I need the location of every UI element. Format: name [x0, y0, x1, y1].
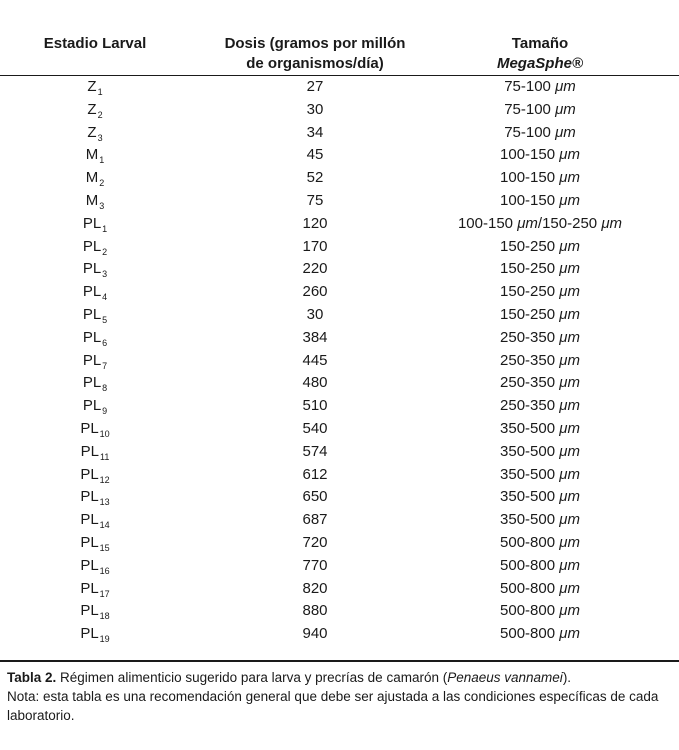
size-cell	[440, 328, 640, 348]
caption-label: Tabla 2.	[7, 670, 57, 685]
header-size-line2: MegaSphe®	[496, 55, 584, 72]
table-row	[0, 419, 679, 442]
table-row	[0, 556, 679, 579]
stage-cell	[0, 145, 190, 165]
stage-name: PL	[80, 625, 99, 643]
stage-subscript: 3	[97, 132, 103, 143]
header-dose-line1: Dosis (gramos por millón	[224, 35, 406, 52]
size-unit: μm	[559, 237, 580, 255]
stage-cell	[0, 214, 190, 234]
size-value: 75-100	[504, 100, 551, 118]
size-value: 75-100	[504, 123, 551, 141]
stage-subscript: 4	[102, 292, 108, 303]
size-cell	[440, 282, 640, 302]
dose-cell: 260	[302, 283, 328, 301]
stage-subscript: 18	[99, 611, 110, 622]
stage-subscript: 5	[102, 314, 108, 325]
size-value: 500-800	[500, 602, 556, 620]
stage-cell	[0, 100, 190, 120]
size-unit: μm	[559, 260, 580, 278]
table-row	[0, 396, 679, 419]
stage-subscript: 2	[99, 178, 105, 189]
table-row	[0, 487, 679, 510]
stage-subscript: 8	[102, 383, 108, 394]
dose-cell: 384	[302, 328, 328, 346]
dose-cell: 445	[302, 351, 328, 369]
table-row	[0, 145, 679, 168]
size-cell	[440, 601, 640, 621]
size-value: 350-500	[500, 488, 556, 506]
stage-cell	[0, 556, 190, 576]
table-row	[0, 351, 679, 374]
size-cell	[440, 419, 640, 439]
dose-cell: 880	[302, 602, 328, 620]
header-dose	[190, 34, 440, 74]
size-unit: μm	[559, 602, 580, 620]
size-cell	[440, 77, 640, 97]
stage-name: PL	[80, 511, 99, 529]
size-value: 150-250	[500, 237, 556, 255]
stage-name: PL	[80, 442, 99, 460]
dose-cell: 34	[306, 123, 324, 141]
size-unit: μm	[559, 397, 580, 415]
table-caption	[7, 668, 672, 725]
table-row	[0, 305, 679, 328]
size-unit: μm	[559, 419, 580, 437]
size-cell	[440, 624, 640, 644]
size-cell	[440, 305, 640, 325]
size-value: 500-800	[500, 533, 556, 551]
header-stage-label: Estadio Larval	[43, 35, 147, 52]
stage-subscript: 2	[102, 246, 108, 257]
stage-name: M	[85, 191, 99, 209]
dose-cell: 510	[302, 397, 328, 415]
header-stage	[0, 34, 190, 54]
table-top-rule	[0, 75, 679, 76]
table-row	[0, 191, 679, 214]
size-unit: μm	[559, 625, 580, 643]
size-unit: μm	[559, 283, 580, 301]
size-value: 150-250	[500, 283, 556, 301]
dose-cell: 612	[302, 465, 328, 483]
size-cell	[440, 373, 640, 393]
size-cell	[440, 396, 640, 416]
size-unit: μm	[559, 442, 580, 460]
stage-subscript: 11	[100, 451, 110, 462]
table-row	[0, 442, 679, 465]
dose-cell: 820	[302, 579, 328, 597]
size-cell	[440, 510, 640, 530]
size-unit: μm	[559, 374, 580, 392]
stage-cell	[0, 305, 190, 325]
stage-cell	[0, 624, 190, 644]
size-cell	[440, 191, 640, 211]
size-value: /150-250	[537, 214, 598, 232]
size-unit: μm	[517, 214, 538, 232]
stage-subscript: 3	[99, 200, 105, 211]
stage-subscript: 6	[102, 337, 108, 348]
header-size	[440, 34, 640, 74]
stage-name: PL	[82, 305, 102, 323]
table-row	[0, 214, 679, 237]
table-row	[0, 168, 679, 191]
stage-subscript: 16	[99, 565, 110, 576]
size-cell	[440, 351, 640, 371]
size-cell	[440, 442, 640, 462]
stage-subscript: 15	[99, 542, 110, 553]
stage-name: PL	[82, 328, 102, 346]
table-row	[0, 237, 679, 260]
caption-note: Nota: esta tabla es una recomendación general que debe ser ajustada a las condiciones específicas de cada laboratorio.	[7, 689, 659, 723]
size-value: 100-150	[500, 169, 556, 187]
table-header	[0, 34, 679, 74]
stage-name: PL	[80, 556, 99, 574]
dose-cell: 540	[302, 419, 328, 437]
table-row	[0, 579, 679, 602]
table-row	[0, 373, 679, 396]
stage-cell	[0, 259, 190, 279]
size-value: 500-800	[500, 625, 556, 643]
size-value: 250-350	[500, 397, 556, 415]
stage-cell	[0, 373, 190, 393]
table-row	[0, 328, 679, 351]
stage-name: PL	[80, 419, 99, 437]
stage-subscript: 12	[99, 474, 110, 485]
size-unit: μm	[559, 533, 580, 551]
stage-cell	[0, 282, 190, 302]
stage-name: M	[85, 146, 99, 164]
table-body	[0, 77, 679, 647]
stage-cell	[0, 328, 190, 348]
size-value: 500-800	[500, 556, 556, 574]
dose-cell: 687	[302, 511, 328, 529]
stage-name: PL	[82, 260, 102, 278]
size-cell	[440, 168, 640, 188]
table-row	[0, 510, 679, 533]
stage-name: M	[85, 169, 99, 187]
stage-name: PL	[80, 533, 99, 551]
table-row	[0, 77, 679, 100]
dose-cell: 27	[306, 78, 324, 95]
dose-cell: 120	[302, 214, 328, 232]
stage-cell	[0, 579, 190, 599]
table-bottom-rule	[0, 660, 679, 662]
dose-cell: 720	[302, 533, 328, 551]
size-cell	[440, 556, 640, 576]
stage-subscript: 14	[99, 520, 110, 531]
stage-name: PL	[80, 579, 99, 597]
size-unit: μm	[559, 556, 580, 574]
dose-cell: 170	[302, 237, 328, 255]
size-value: 75-100	[504, 78, 551, 95]
stage-subscript: 13	[99, 497, 110, 508]
size-unit: μm	[601, 214, 623, 232]
dose-cell: 75	[306, 191, 324, 209]
table-row	[0, 259, 679, 282]
size-unit: μm	[559, 488, 580, 506]
stage-cell	[0, 123, 190, 143]
stage-cell	[0, 168, 190, 188]
size-value: 100-150	[500, 191, 556, 209]
stage-name: Z	[87, 123, 97, 141]
stage-cell	[0, 533, 190, 553]
size-value: 100-150	[457, 214, 514, 232]
size-unit: μm	[559, 169, 580, 187]
stage-subscript: 9	[102, 406, 108, 417]
size-unit: μm	[559, 465, 580, 483]
stage-subscript: 1	[102, 223, 108, 234]
dose-cell: 650	[302, 488, 328, 506]
size-cell	[440, 123, 640, 143]
size-cell	[440, 145, 640, 165]
size-unit: μm	[559, 351, 580, 369]
size-value: 350-500	[500, 442, 556, 460]
stage-subscript: 1	[99, 155, 105, 166]
size-cell	[440, 579, 640, 599]
stage-subscript: 2	[97, 109, 103, 120]
dose-cell: 480	[302, 374, 328, 392]
size-unit: μm	[555, 78, 576, 95]
stage-name: Z	[87, 100, 97, 118]
size-cell	[440, 237, 640, 257]
size-cell	[440, 533, 640, 553]
dose-cell: 940	[302, 625, 328, 643]
table-row	[0, 123, 679, 146]
stage-cell	[0, 77, 190, 97]
table-row	[0, 533, 679, 556]
stage-cell	[0, 601, 190, 621]
stage-cell	[0, 419, 190, 439]
dose-cell: 30	[306, 305, 324, 323]
stage-cell	[0, 237, 190, 257]
stage-cell	[0, 487, 190, 507]
caption-species: Penaeus vannamei	[447, 670, 563, 685]
header-dose-line2: de organismos/día)	[246, 55, 384, 72]
caption-text-after: ).	[562, 670, 572, 685]
stage-name: PL	[80, 465, 99, 483]
stage-name: PL	[82, 351, 102, 369]
stage-name: PL	[82, 237, 102, 255]
size-value: 350-500	[500, 419, 556, 437]
size-cell	[440, 100, 640, 120]
stage-subscript: 1	[97, 87, 103, 97]
stage-name: PL	[80, 602, 99, 620]
size-unit: μm	[555, 123, 576, 141]
dose-cell: 574	[302, 442, 328, 460]
size-value: 100-150	[500, 146, 556, 164]
size-unit: μm	[559, 146, 580, 164]
size-unit: μm	[559, 579, 580, 597]
stage-cell	[0, 510, 190, 530]
stage-subscript: 17	[99, 588, 110, 599]
size-value: 500-800	[500, 579, 556, 597]
stage-name: PL	[82, 214, 102, 232]
stage-cell	[0, 351, 190, 371]
size-value: 250-350	[500, 374, 556, 392]
size-unit: μm	[555, 100, 576, 118]
table-row	[0, 601, 679, 624]
header-size-line1: Tamaño	[511, 35, 569, 52]
dose-cell: 30	[306, 100, 324, 118]
size-cell	[440, 214, 640, 234]
stage-cell	[0, 442, 190, 462]
size-unit: μm	[559, 191, 580, 209]
size-value: 250-350	[500, 351, 556, 369]
table-row	[0, 465, 679, 488]
stage-subscript: 7	[102, 360, 108, 371]
size-value: 150-250	[500, 260, 556, 278]
table-row	[0, 624, 679, 647]
stage-cell	[0, 191, 190, 211]
size-unit: μm	[559, 305, 580, 323]
table-row	[0, 100, 679, 123]
stage-subscript: 10	[99, 428, 110, 439]
stage-subscript: 19	[99, 634, 110, 645]
size-cell	[440, 487, 640, 507]
caption-title	[7, 668, 672, 687]
size-value: 350-500	[500, 511, 556, 529]
stage-name: PL	[82, 397, 102, 415]
stage-subscript: 3	[102, 269, 108, 280]
stage-name: Z	[87, 78, 97, 95]
dose-cell: 45	[306, 146, 324, 164]
table-row	[0, 282, 679, 305]
dose-cell: 220	[302, 260, 328, 278]
size-value: 250-350	[500, 328, 556, 346]
size-value: 350-500	[500, 465, 556, 483]
size-cell	[440, 259, 640, 279]
caption-text-before: Régimen alimenticio sugerido para larva y precrías de camarón (	[56, 670, 448, 685]
stage-name: PL	[82, 283, 102, 301]
size-unit: μm	[559, 511, 580, 529]
size-cell	[440, 465, 640, 485]
dose-cell: 770	[302, 556, 328, 574]
stage-cell	[0, 396, 190, 416]
size-value: 150-250	[500, 305, 556, 323]
dose-cell: 52	[306, 169, 324, 187]
stage-cell	[0, 465, 190, 485]
stage-name: PL	[82, 374, 102, 392]
stage-name: PL	[80, 488, 99, 506]
size-unit: μm	[559, 328, 580, 346]
